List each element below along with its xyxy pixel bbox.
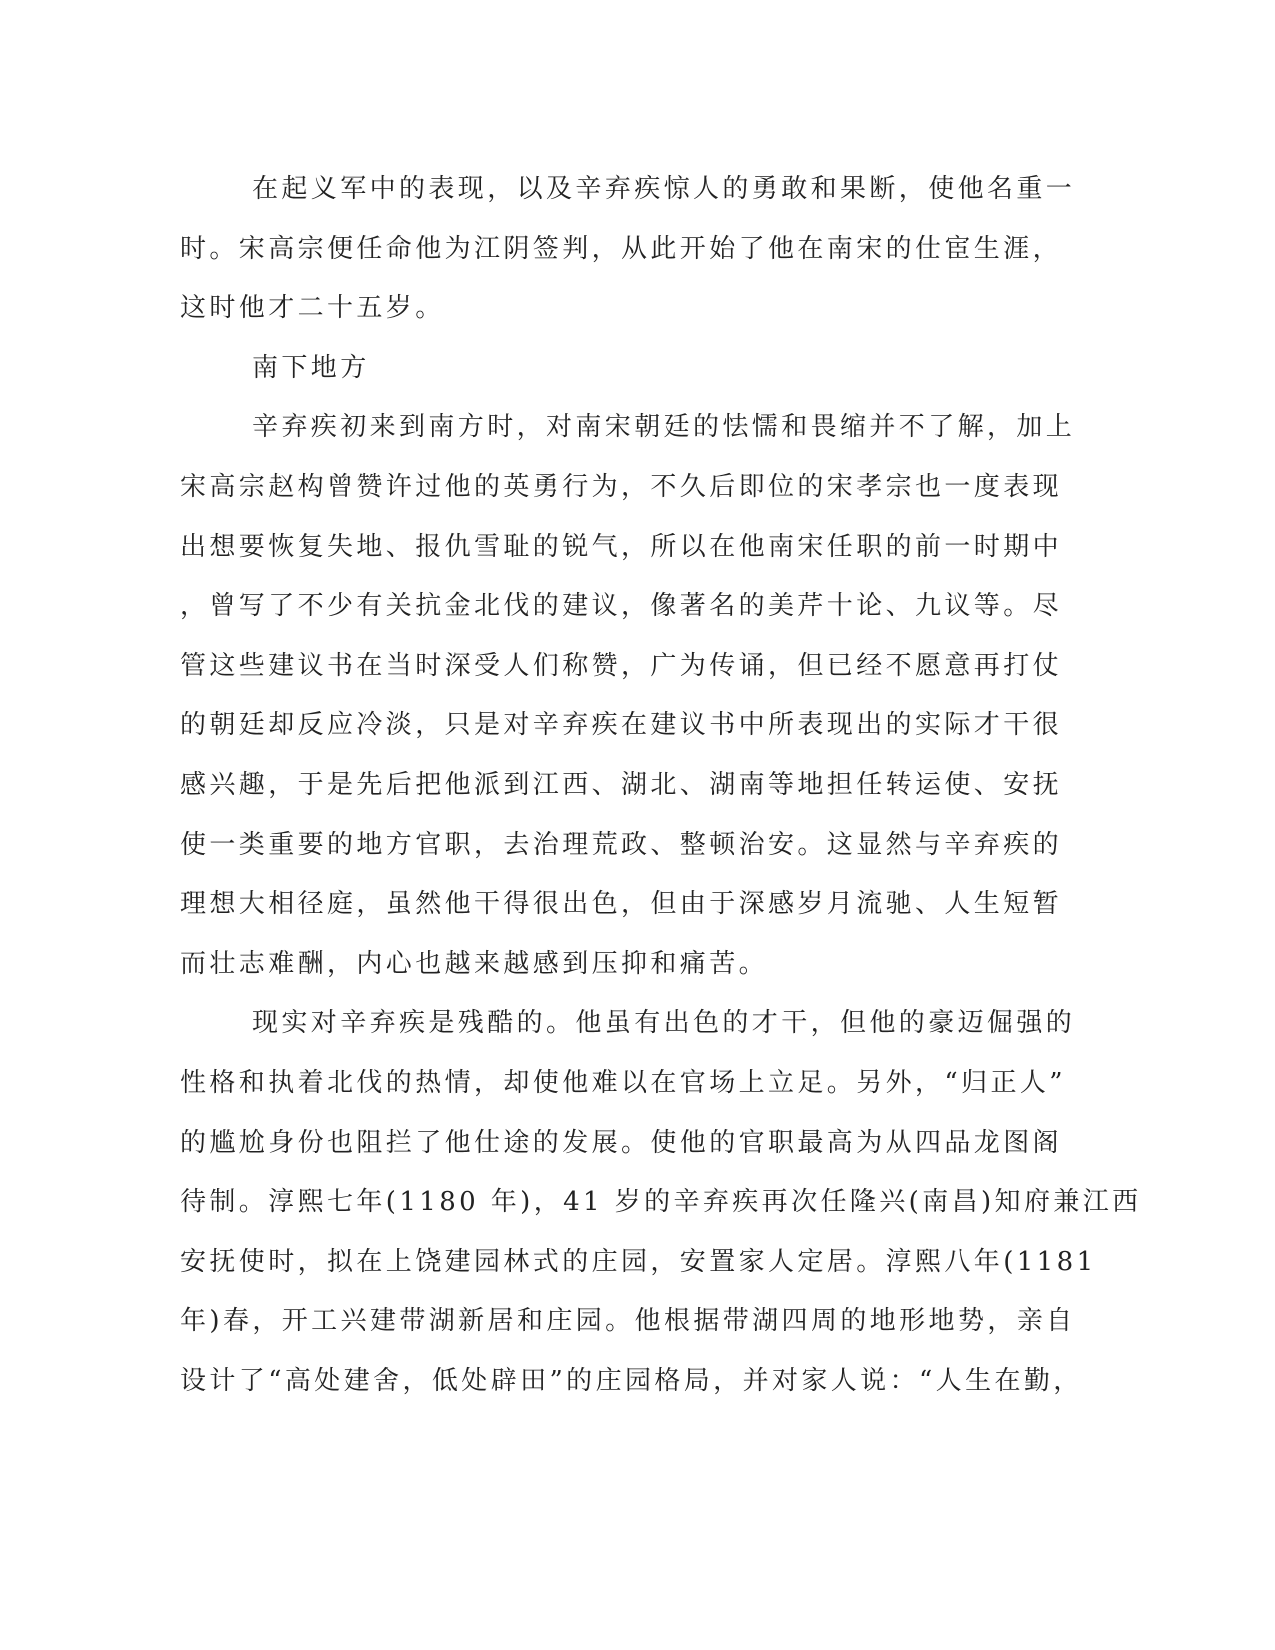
text-line: 的尴尬身份也阻拦了他仕途的发展。使他的官职最高为从四品龙图阁 [180,1127,1063,1158]
section-heading: 南下地方 [252,352,370,383]
paragraph-1 [180,160,1076,339]
text-line: 而壮志难酬，内心也越来越感到压抑和痛苦。 [180,948,769,979]
text-line: 出想要恢复失地、报仇雪耻的锐气，所以在他南宋任职的前一时期中 [180,531,1063,562]
text-line: 时。宋高宗便任命他为江阴签判，从此开始了他在南宋的仕宦生涯， [180,233,1063,264]
text-line: 在起义军中的表现，以及辛弃疾惊人的勇敢和果断，使他名重一 [252,174,1076,204]
text-line: 年)春，开工兴建带湖新居和庄园。他根据带湖四周的地形地势，亲自 [180,1306,1076,1337]
text-line: 安抚使时，拟在上饶建园林式的庄园，安置家人定居。淳熙八年(1181 [180,1246,1097,1277]
text-line: 待制。淳熙七年(1180 年)，41 岁的辛弃疾再次任隆兴(南昌)知府兼江西 [180,1187,1142,1218]
text-line: 辛弃疾初来到南方时，对南宋朝廷的怯懦和畏缩并不了解，加上 [252,412,1076,443]
text-line: 设计了“高处建舍，低处辟田”的庄园格局，并对家人说：“人生在勤， [180,1365,1083,1396]
text-line: 的朝廷却反应冷淡，只是对辛弃疾在建议书中所表现出的实际才干很 [180,710,1063,741]
text-line: 感兴趣，于是先后把他派到江西、湖北、湖南等地担任转运使、安抚 [180,769,1063,800]
paragraph-2 [180,398,1076,994]
text-line: 管这些建议书在当时深受人们称赞，广为传诵，但已经不愿意再打仗 [180,650,1063,681]
text-line: 这时他才二十五岁。 [180,293,445,324]
text-line: ，曾写了不少有关抗金北伐的建议，像著名的美芹十论、九议等。尽 [180,591,1063,622]
text-line: 现实对辛弃疾是残酷的。他虽有出色的才干，但他的豪迈倔强的 [252,1008,1076,1039]
text-line: 宋高宗赵构曾赞许过他的英勇行为，不久后即位的宋孝宗也一度表现 [180,471,1063,502]
document-body [180,160,1142,1411]
text-line: 理想大相径庭，虽然他干得很出色，但由于深感岁月流驰、人生短暂 [180,889,1063,920]
text-line: 性格和执着北伐的热情，却使他难以在官场上立足。另外，“归正人” [180,1067,1066,1098]
paragraph-3 [180,994,1142,1411]
text-line: 使一类重要的地方官职，去治理荒政、整顿治安。这显然与辛弃疾的 [180,829,1063,860]
